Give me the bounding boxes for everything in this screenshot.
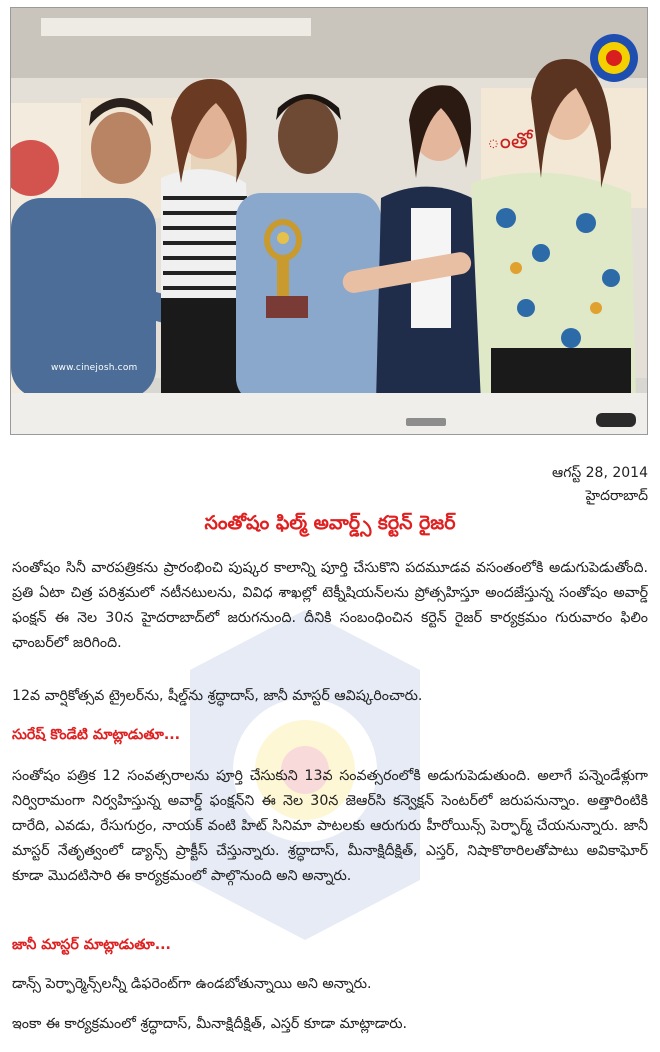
event-photo <box>10 7 648 435</box>
ceiling-light <box>41 18 311 36</box>
speaker-johnny-heading: జానీ మాస్టర్ మాట్లాడుతూ... <box>12 937 171 953</box>
closing-paragraph: ఇంకా ఈ కార్యక్రమంలో శ్రద్ధాదాస్, మీనాక్షిదీక్షిత్, ఎస్తర్ కూడా మాట్లాడారు. <box>12 1016 408 1032</box>
dateline <box>552 462 648 508</box>
mobile-phone <box>406 418 446 426</box>
press-table <box>11 393 648 435</box>
photo-watermark: www.cinejosh.com <box>51 363 138 373</box>
microphone <box>596 413 636 427</box>
banner-right-text: ంతో <box>487 129 533 154</box>
trailer-paragraph: 12వ వార్షికోత్సవ ట్రైలర్‌ను, షీల్డ్‌ను శ్రద్ధాదాస్, జానీ మాస్టర్ ఆవిష్కరించారు. <box>12 688 423 704</box>
article-headline: సంతోషం ఫిల్మ్ అవార్డ్స్ కర్టెన్ రైజర్ <box>204 512 456 534</box>
intro-paragraph: సంతోషం సినీ వారపత్రికను ప్రారంభించి పుష్కర కాలాన్ని పూర్తి చేసుకొని పదమూడవ వసంతంలోకి అడుగుపెడుతోంది. ప్రతి ఏటా చిత్ర పరిశ్రమలో నటీనటులను, వివిధ శాఖల్లో టెక్నీషియన్‌లను ప్రోత్సహిస్తూ అందజేస్తున్న సంతోషం అవార్డ్ ఫంక్షన్ ఈ నెల 30న హైదరాబాద్‌లో జరుగనుంది. దీనికి సంబంధించిన కర్టెన్ రైజర్ కార్యక్రమం గురువారం ఫిలిం ఛాంబర్‌లో జరిగింది. <box>12 560 648 651</box>
article-date: ఆగస్ట్ 28, 2014 <box>552 465 648 481</box>
cinejosh-logo-icon <box>590 34 638 82</box>
speech-johnny: డాన్స్ పెర్ఫార్మెన్స్‌లన్నీ డిఫరెంట్‌గా ఉండబోతున్నాయి అని అన్నారు. <box>12 976 372 992</box>
speech-suresh: సంతోషం పత్రిక 12 సంవత్సరాలను పూర్తి చేసుకుని 13వ సంవత్సరంలోకి అడుగుపెడుతుంది. అలాగే పన్నెండేళ్లుగా నిర్విరామంగా నిర్వహిస్తున్న అవార్డ్ ఫంక్షన్‌ని ఈ నెల 30న జెఆర్‌సి కన్వెక్షన్ సెంటర్‌లో జరుపనున్నాం. అత్తారింటికి దారేది, ఎవడు, రేసుగుర్రం, నాయక్ వంటి హిట్ సినిమా పాటలకు ఆరుగురు హీరోయిన్స్ పెర్ఫార్మ్ చేయనున్నారు. జానీ మాస్టర్ నేతృత్వంలో డ్యాన్స్ ప్రాక్టీస్ చేస్తున్నారు. శ్రద్ధాదాస్, మీనాక్షిదీక్షిత్, ఎస్తర్, నిషాకొఠారిలతోపాటు అవికాఘోర్ కూడా మొదటిసారి ఈ కార్యక్రమంలో పాల్గొనుంది అని అన్నారు. <box>12 768 648 884</box>
article-city: హైదరాబాద్ <box>585 488 648 504</box>
speaker-suresh-heading: సురేష్ కొండేటి మాట్లాడుతూ... <box>12 727 181 743</box>
